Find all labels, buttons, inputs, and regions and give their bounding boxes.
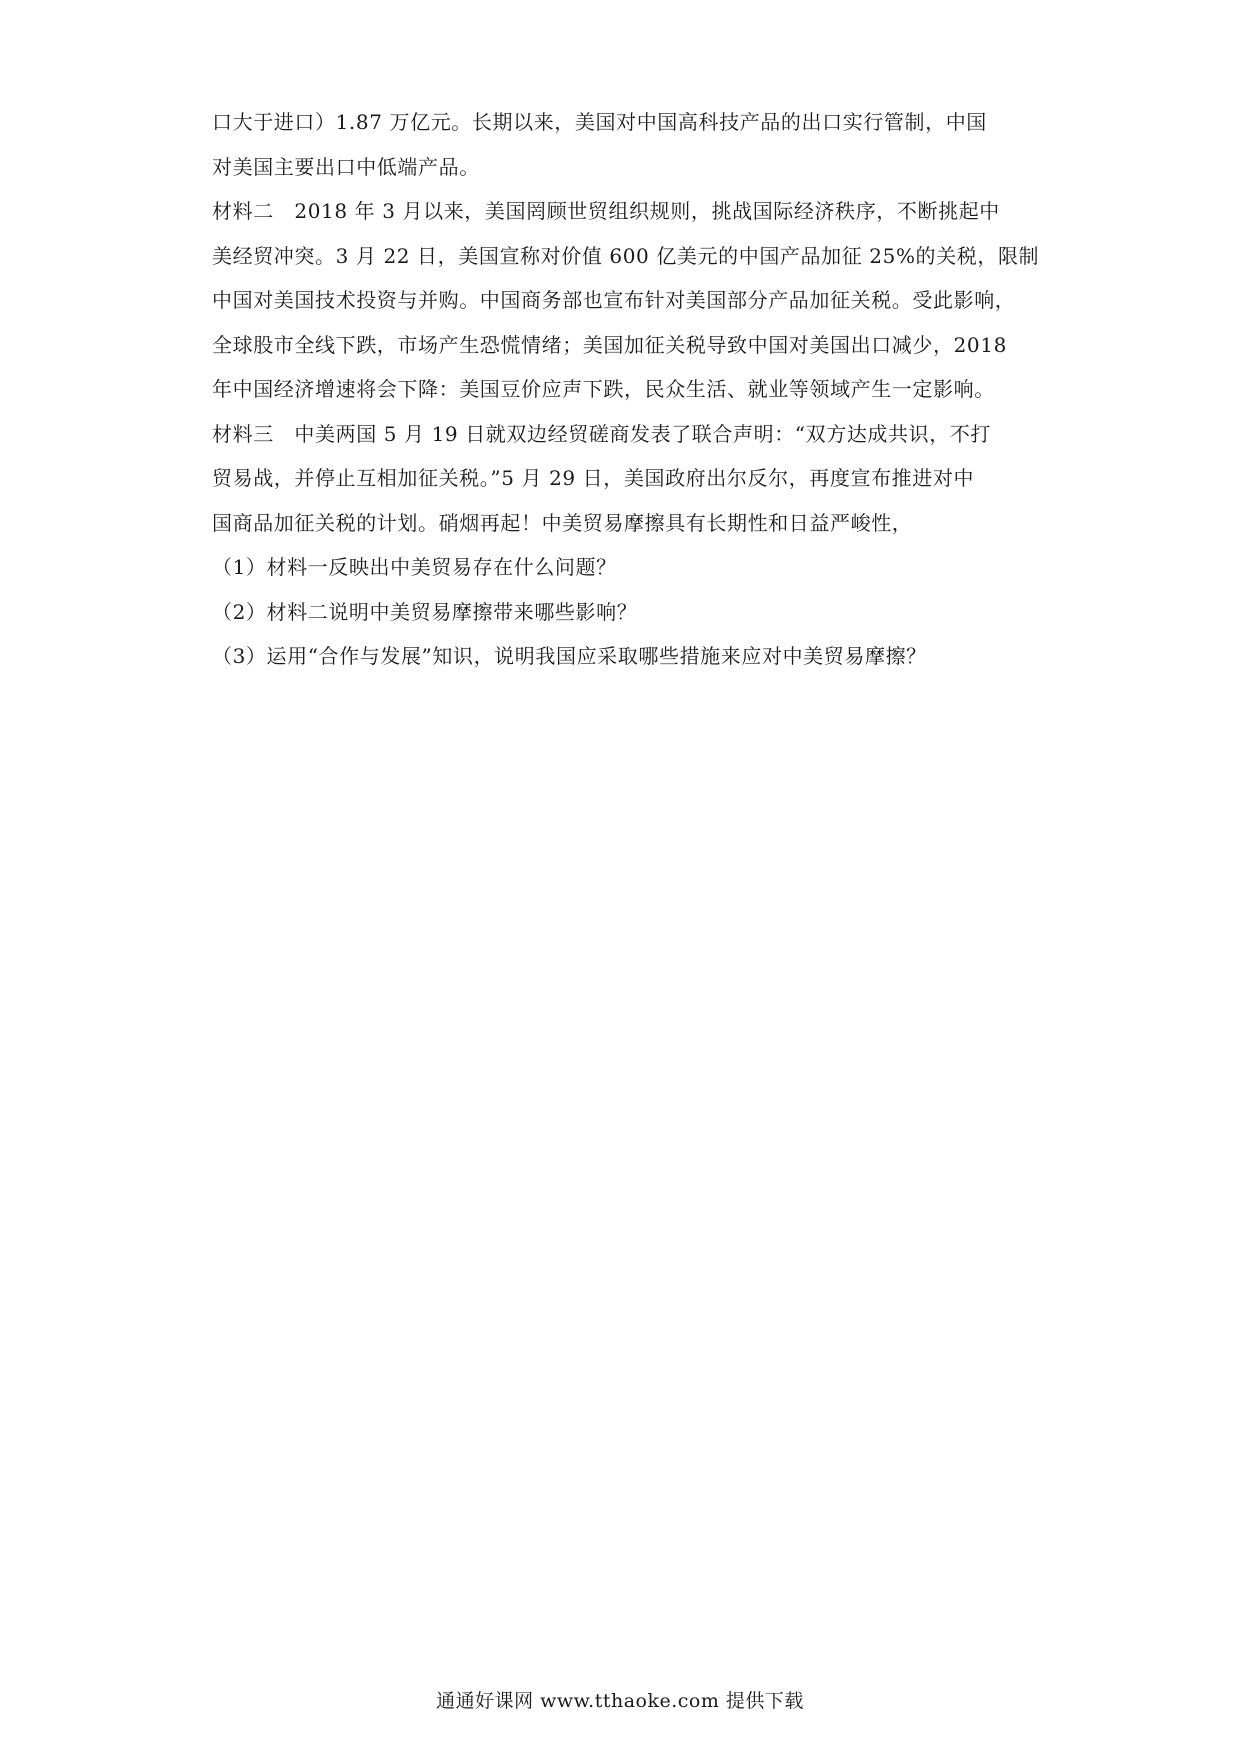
paragraph-line: 口大于进口）1.87 万亿元。长期以来，美国对中国高科技产品的出口实行管制，中国 <box>212 110 987 134</box>
paragraph-line: 对美国主要出口中低端产品。 <box>212 154 480 179</box>
paragraph-line: 国商品加征关税的计划。硝烟再起！中美贸易摩擦具有长期性和日益严峻性， <box>212 510 913 535</box>
question-1: （1）材料一反映出中美贸易存在什么问题？ <box>212 555 617 579</box>
paragraph-line: 年中国经济增速将会下降：美国豆价应声下跌，民众生活、就业等领域产生一定影响。 <box>212 377 995 401</box>
material-two-line: 材料二 2018 年 3 月以来，美国罔顾世贸组织规则，挑战国际经济秩序，不断挑起中 <box>212 199 1000 223</box>
document-body <box>212 100 1042 679</box>
paragraph-line: 美经贸冲突。3 月 22 日，美国宣称对价值 600 亿美元的中国产品加征 25%的关税，限制 <box>212 243 1040 268</box>
paragraph-line: 贸易战，并停止互相加征关税。”5 月 29 日，美国政府出尔反尔，再度宣布推进对中 <box>212 466 975 490</box>
page-footer: 通通好课网 www.tthaoke.com 提供下载 <box>436 1690 804 1712</box>
question-3: （3）运用“合作与发展”知识，说明我国应采取哪些措施来应对中美贸易摩擦？ <box>212 644 927 668</box>
material-three-line: 材料三 中美两国 5 月 19 日就双边经贸磋商发表了联合声明：“双方达成共识，不打 <box>212 421 992 446</box>
paragraph-line: 中国对美国技术投资与并购。中国商务部也宣布针对美国部分产品加征关税。受此影响， <box>212 288 1016 312</box>
paragraph-line: 全球股市全线下跌，市场产生恐慌情绪；美国加征关税导致中国对美国出口减少，2018 <box>212 332 1007 357</box>
question-2: （2）材料二说明中美贸易摩擦带来哪些影响？ <box>212 599 638 624</box>
